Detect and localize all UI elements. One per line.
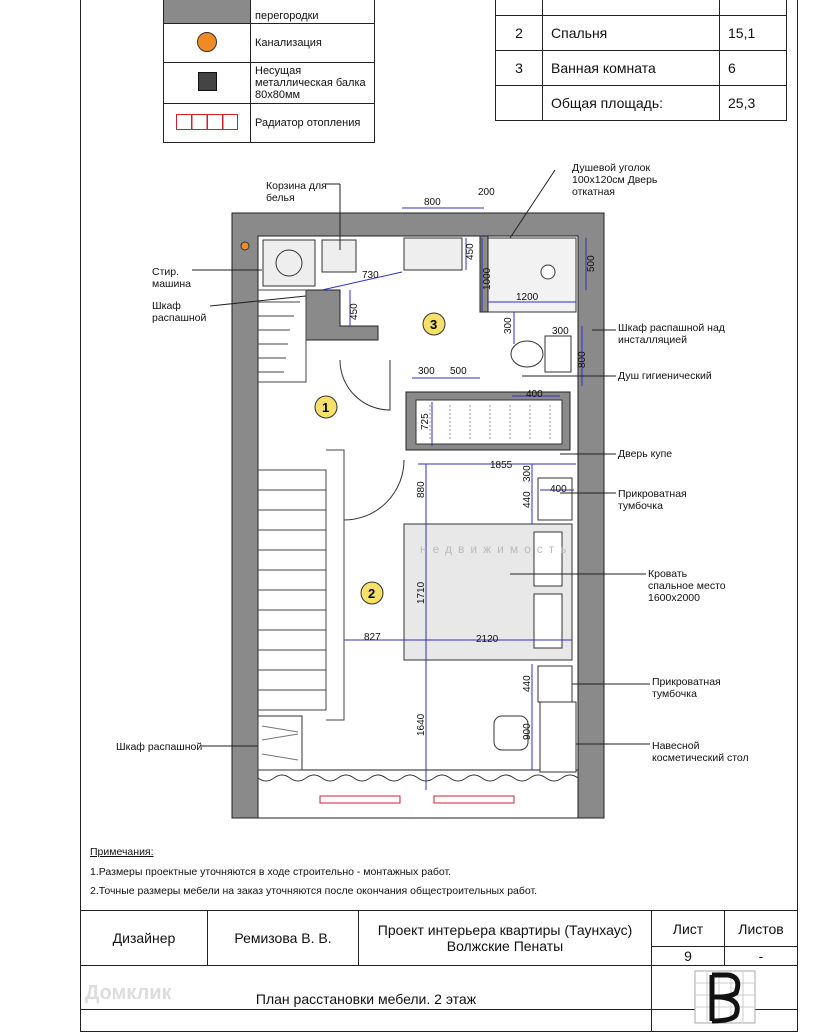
dimension-label: 300 <box>522 465 533 482</box>
project-title <box>359 911 652 966</box>
laundry-basket <box>322 240 356 272</box>
washing-machine <box>263 240 315 286</box>
callout-wardrobe-bottom: Шкаф распашной <box>116 741 203 753</box>
door-swing <box>340 360 390 410</box>
designer-name: Ремизова В. В. <box>208 911 359 966</box>
dimension-label: 400 <box>526 389 543 400</box>
studio-logo <box>690 967 760 1027</box>
callout-nightstand-1: Прикроватная тумбочка <box>618 488 687 512</box>
callout-bed: Кровать спальное место 1600х2000 <box>648 568 726 604</box>
callout-wardrobe-install: Шкаф распашной над инсталляцией <box>618 322 725 346</box>
dimension-label: 1640 <box>416 713 427 736</box>
sheets-value: - <box>725 947 798 966</box>
legend-label: Несущая металлическая балка 80х80мм <box>251 63 375 104</box>
room-name: Ванная комната <box>543 51 720 86</box>
legend-label: перегородки <box>251 0 375 24</box>
callout-shower: Душевой уголок 100х120см Дверь откатная <box>572 162 658 198</box>
dimension-label: 440 <box>522 491 533 508</box>
room-name: Общая площадь: <box>543 86 720 121</box>
sheet-value: 9 <box>652 947 725 966</box>
dimension-label: 800 <box>577 351 588 368</box>
dimension-label: 827 <box>364 632 381 643</box>
dimension-label: 2120 <box>476 634 499 645</box>
note-2: 2.Точные размеры мебели на заказ уточняются после окончания общестроительных работ. <box>90 885 538 897</box>
toilet <box>511 341 543 367</box>
project-line-1: Проект интерьера квартиры (Таунхаус) <box>377 922 633 938</box>
legend-label: Канализация <box>251 24 375 63</box>
logo-cell <box>652 966 798 1032</box>
dimension-label: 1710 <box>416 581 427 604</box>
note-1: 1.Размеры проектные уточняются в ходе строительно - монтажных работ. <box>90 866 452 878</box>
dimension-label: 500 <box>586 255 597 272</box>
callout-coupe-door: Дверь купе <box>618 448 673 460</box>
balcony-window <box>258 770 578 818</box>
stairs-bottom <box>258 450 344 720</box>
legend-label: Радиатор отопления <box>251 104 375 143</box>
callout-dressing-table: Навесной косметический стол <box>652 740 749 764</box>
dimension-label: 440 <box>522 675 533 692</box>
room-num: 2 <box>496 16 543 51</box>
dimension-label: 1200 <box>516 292 539 303</box>
callout-hygienic-shower: Душ гигиенический <box>618 370 712 382</box>
room-area: 15,1 <box>720 16 787 51</box>
dimension-label: 400 <box>550 484 567 495</box>
callout-laundry: Корзина для белья <box>266 180 327 204</box>
callout-washer: Стир. машина <box>152 266 191 290</box>
project-line-2: Волжские Пенаты <box>446 938 564 954</box>
sheet-label: Лист <box>652 911 725 947</box>
drain-point <box>241 242 249 250</box>
dimension-label: 300 <box>503 317 514 334</box>
room-marker-1: 1 <box>322 400 330 415</box>
title-block <box>80 910 798 1032</box>
room-area: 25,3 <box>720 86 787 121</box>
dimension-label: 450 <box>349 303 360 320</box>
wardrobe-coupe <box>416 400 562 444</box>
dimension-label: 500 <box>450 366 467 377</box>
room-marker-3: 3 <box>430 317 438 332</box>
callout-nightstand-2: Прикроватная тумбочка <box>652 676 721 700</box>
callout-wardrobe-top: Шкаф распашной <box>152 300 207 324</box>
dimension-label: 900 <box>522 723 533 740</box>
door-swing <box>344 460 404 520</box>
partition <box>306 290 378 340</box>
plan-title-cell <box>81 966 652 1032</box>
room-name: Спальня <box>543 16 720 51</box>
dressing-table <box>540 702 576 772</box>
plan-title: План расстановки мебели. 2 этаж <box>255 990 477 1007</box>
dimension-label: 300 <box>552 326 569 337</box>
room-num: 3 <box>496 51 543 86</box>
pillow <box>534 532 562 586</box>
stairs-top <box>258 290 306 382</box>
dimension-label: 450 <box>465 243 476 260</box>
install-cabinet <box>545 336 571 372</box>
sheets-label: Листов <box>725 911 798 947</box>
watermark: недвижимость <box>420 542 573 556</box>
room-area: 6 <box>720 51 787 86</box>
designer-label: Дизайнер <box>81 911 208 966</box>
notes-heading: Примечания: <box>90 846 154 858</box>
dimension-label: 1855 <box>490 460 513 471</box>
room-marker-2: 2 <box>368 586 376 601</box>
sink <box>404 238 462 270</box>
dimension-label: 730 <box>362 270 379 281</box>
dimension-label: 200 <box>478 187 495 198</box>
dimension-label: 725 <box>420 413 431 430</box>
domclick-watermark: Домклик <box>85 982 172 1004</box>
dimension-label: 1000 <box>482 267 493 290</box>
dimension-label: 880 <box>416 481 427 498</box>
wardrobe <box>258 716 302 770</box>
dimension-label: 300 <box>418 366 435 377</box>
dimension-label: 800 <box>424 197 441 208</box>
nightstand <box>538 666 572 702</box>
shower-drain <box>541 265 555 279</box>
